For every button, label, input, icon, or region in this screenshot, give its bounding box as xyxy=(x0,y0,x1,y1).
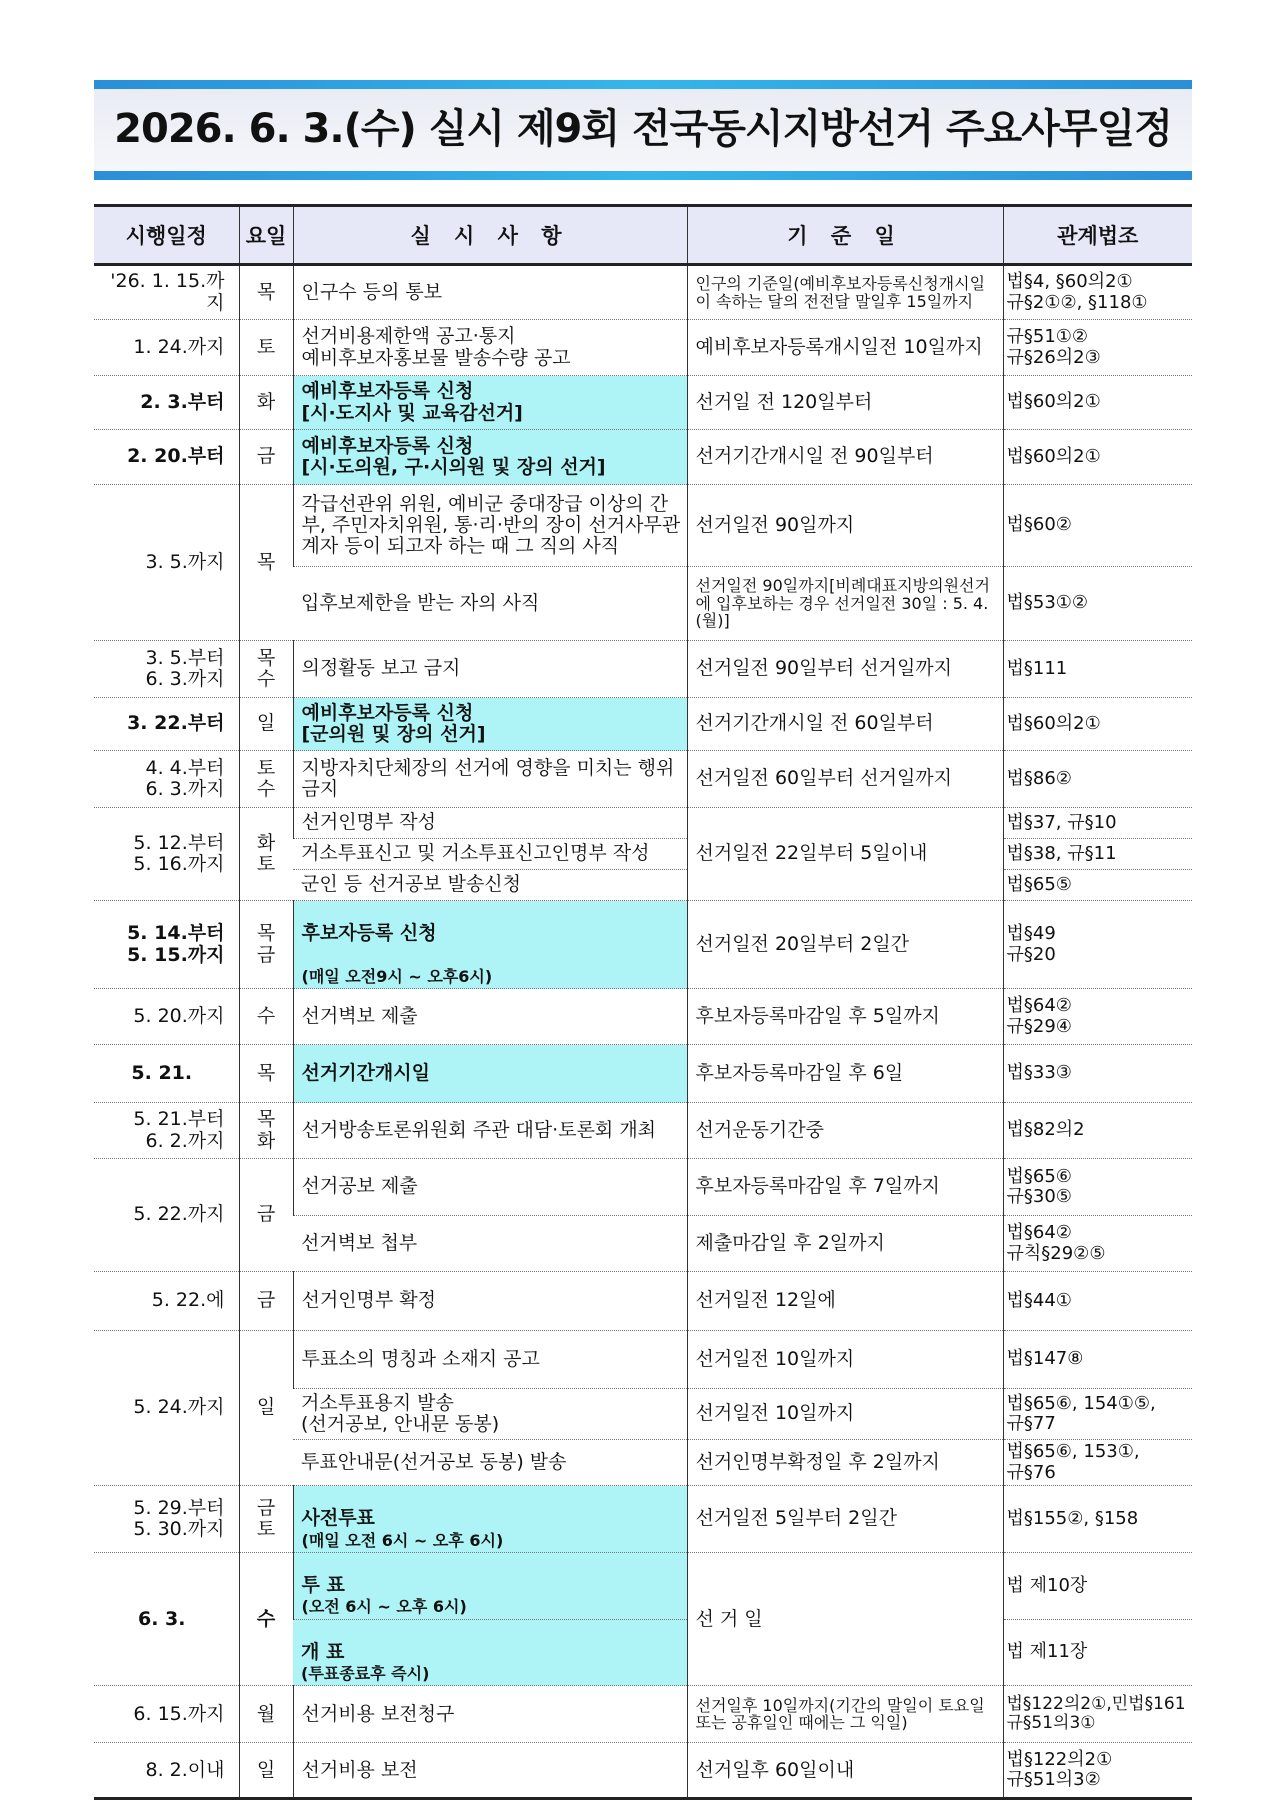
table-row xyxy=(94,1045,1192,1103)
action-cell: 투표소의 명칭과 소재지 공고 xyxy=(293,1331,687,1389)
day-cell: 목 화 xyxy=(239,1103,293,1159)
law-cell: 법§147⑧ xyxy=(1003,1331,1192,1389)
law-cell: 법§60의2① xyxy=(1003,430,1192,485)
table-row xyxy=(94,698,1192,751)
law-cell: 법§65⑥, 153①, 규§76 xyxy=(1003,1440,1192,1486)
action-cell: 투표안내문(선거공보 동봉) 발송 xyxy=(293,1440,687,1486)
standard-cell: 선 거 일 xyxy=(687,1552,1003,1686)
action-main: 후보자등록 신청 xyxy=(301,922,437,945)
table-row xyxy=(94,989,1192,1045)
title-stripe-top xyxy=(94,80,1192,89)
standard-cell: 선거일전 5일부터 2일간 xyxy=(687,1486,1003,1553)
action-cell: 의정활동 보고 금지 xyxy=(293,641,687,698)
date-cell: 6. 3. xyxy=(94,1552,239,1686)
standard-cell: 선거일전 90일부터 선거일까지 xyxy=(687,641,1003,698)
action-cell: 선거방송토론위원회 주관 대담·토론회 개최 xyxy=(293,1103,687,1159)
date-cell: 3. 22.부터 xyxy=(94,698,239,751)
table-row xyxy=(94,751,1192,808)
date-cell: 5. 24.까지 xyxy=(94,1331,239,1486)
date-cell: 5. 12.부터 5. 16.까지 xyxy=(94,808,239,901)
action-cell: 예비후보자등록 신청 [시·도지사 및 교육감선거] xyxy=(293,376,687,430)
action-cell: 거소투표용지 발송 (선거공보, 안내문 동봉) xyxy=(293,1389,687,1440)
day-cell: 목 수 xyxy=(239,641,293,698)
action-main: 투 표 xyxy=(301,1574,345,1597)
table-row xyxy=(94,265,1192,320)
action-cell: 입후보제한을 받는 자의 사직 xyxy=(293,567,687,641)
date-cell: 2. 3.부터 xyxy=(94,376,239,430)
page-title: 2026. 6. 3.(수) 실시 제9회 전국동시지방선거 주요사무일정 xyxy=(114,106,1172,152)
law-cell: 법§64② 규§29④ xyxy=(1003,989,1192,1045)
day-cell: 금 xyxy=(239,430,293,485)
law-cell: 법§155②, §158 xyxy=(1003,1486,1192,1553)
law-cell: 법 제10장 xyxy=(1003,1552,1192,1619)
action-cell: 거소투표신고 및 거소투표신고인명부 작성 xyxy=(293,839,687,870)
law-cell: 법§38, 규§11 xyxy=(1003,839,1192,870)
date-cell: 1. 24.까지 xyxy=(94,320,239,376)
law-cell: 규§51①② 규§26의2③ xyxy=(1003,320,1192,376)
table-row xyxy=(94,1159,1192,1216)
action-cell: 각급선관위 위원, 예비군 중대장급 이상의 간부, 주민자치위원, 통·리·반의 장이 선거사무관계자 등이 되고자 하는 때 그 직의 사직 xyxy=(293,485,687,567)
action-sub: (투표종료후 즉시) xyxy=(301,1664,430,1684)
table-row xyxy=(94,1103,1192,1159)
law-cell: 법§37, 규§10 xyxy=(1003,808,1192,839)
action-cell: 선거비용 보전 xyxy=(293,1743,687,1799)
date-cell: 5. 21.부터 6. 2.까지 xyxy=(94,1103,239,1159)
date-cell: 5. 21. xyxy=(94,1045,239,1103)
day-cell: 토 수 xyxy=(239,751,293,808)
standard-cell: 선거운동기간중 xyxy=(687,1103,1003,1159)
action-cell: 선거기간개시일 xyxy=(293,1045,687,1103)
table-row xyxy=(94,376,1192,430)
day-cell: 일 xyxy=(239,698,293,751)
law-cell: 법§64② 규칙§29②⑤ xyxy=(1003,1216,1192,1272)
table-row xyxy=(94,808,1192,839)
action-cell: 선거벽보 제출 xyxy=(293,989,687,1045)
action-sub: (매일 오전9시 ~ 오후6시) xyxy=(301,966,493,986)
date-cell: 5. 22.까지 xyxy=(94,1159,239,1272)
law-cell: 법§65⑥, 154①⑤, 규§77 xyxy=(1003,1389,1192,1440)
header-date: 시행일정 xyxy=(94,206,239,265)
date-cell: 5. 14.부터 5. 15.까지 xyxy=(94,901,239,989)
table-row xyxy=(94,1686,1192,1743)
day-cell: 화 토 xyxy=(239,808,293,901)
day-cell: 목 xyxy=(239,1045,293,1103)
date-cell: 8. 2.이내 xyxy=(94,1743,239,1799)
day-cell: 일 xyxy=(239,1743,293,1799)
law-cell: 법§60② xyxy=(1003,485,1192,567)
action-cell: 예비후보자등록 신청 [시·도의원, 구·시의원 및 장의 선거] xyxy=(293,430,687,485)
action-cell xyxy=(293,1486,687,1553)
action-cell: 예비후보자등록 신청 [군의원 및 장의 선거] xyxy=(293,698,687,751)
date-cell: 5. 20.까지 xyxy=(94,989,239,1045)
law-cell: 법§65⑤ xyxy=(1003,870,1192,901)
table-row xyxy=(94,430,1192,485)
table-row xyxy=(94,1272,1192,1331)
date-cell: 2. 20.부터 xyxy=(94,430,239,485)
action-cell: 선거인명부 작성 xyxy=(293,808,687,839)
table-row xyxy=(94,901,1192,989)
date-cell: 4. 4.부터 6. 3.까지 xyxy=(94,751,239,808)
date-cell: '26. 1. 15.까지 xyxy=(94,265,239,320)
day-cell: 일 xyxy=(239,1331,293,1486)
standard-cell: 선거기간개시일 전 60일부터 xyxy=(687,698,1003,751)
standard-cell: 예비후보자등록개시일전 10일까지 xyxy=(687,320,1003,376)
table-row xyxy=(94,485,1192,567)
action-cell: 지방자치단체장의 선거에 영향을 미치는 행위 금지 xyxy=(293,751,687,808)
standard-cell: 후보자등록마감일 후 6일 xyxy=(687,1045,1003,1103)
day-cell: 목 금 xyxy=(239,901,293,989)
action-cell: 선거비용제한액 공고·통지 예비후보자홍보물 발송수량 공고 xyxy=(293,320,687,376)
day-cell: 금 토 xyxy=(239,1486,293,1553)
action-cell xyxy=(293,901,687,989)
day-cell: 금 xyxy=(239,1272,293,1331)
header-standard: 기 준 일 xyxy=(687,206,1003,265)
table-row xyxy=(94,641,1192,698)
header-day: 요일 xyxy=(239,206,293,265)
date-cell: 3. 5.부터 6. 3.까지 xyxy=(94,641,239,698)
action-cell: 군인 등 선거공보 발송신청 xyxy=(293,870,687,901)
standard-cell: 선거일전 90일까지[비례대표지방의원선거에 입후보하는 경우 선거일전 30일 : 5. 4.(월)] xyxy=(687,567,1003,641)
table-row xyxy=(94,1331,1192,1389)
table-row xyxy=(94,1486,1192,1553)
law-cell: 법§33③ xyxy=(1003,1045,1192,1103)
day-cell: 목 xyxy=(239,265,293,320)
law-cell: 법§53①② xyxy=(1003,567,1192,641)
action-main: 사전투표 xyxy=(301,1507,375,1530)
day-cell: 수 xyxy=(239,1552,293,1686)
action-main: 개 표 xyxy=(301,1640,345,1663)
header-law: 관계법조 xyxy=(1003,206,1192,265)
table-header-row xyxy=(94,206,1192,265)
law-cell: 법§44① xyxy=(1003,1272,1192,1331)
date-cell: 5. 29.부터 5. 30.까지 xyxy=(94,1486,239,1553)
date-cell: 5. 22.에 xyxy=(94,1272,239,1331)
title-stripe-bottom xyxy=(94,171,1192,180)
day-cell: 수 xyxy=(239,989,293,1045)
standard-cell: 선거일후 10일까지(기간의 말일이 토요일 또는 공휴일인 때에는 그 익일) xyxy=(687,1686,1003,1743)
law-cell: 법§122의2①,민법§161 규§51의3① xyxy=(1003,1686,1192,1743)
day-cell: 화 xyxy=(239,376,293,430)
standard-cell: 선거인명부확정일 후 2일까지 xyxy=(687,1440,1003,1486)
law-cell: 법§49 규§20 xyxy=(1003,901,1192,989)
table-row xyxy=(94,320,1192,376)
standard-cell: 선거일전 22일부터 5일이내 xyxy=(687,808,1003,901)
law-cell: 법§60의2① xyxy=(1003,376,1192,430)
standard-cell: 선거일전 10일까지 xyxy=(687,1331,1003,1389)
title-banner xyxy=(94,80,1192,180)
standard-cell: 후보자등록마감일 후 7일까지 xyxy=(687,1159,1003,1216)
law-cell: 법§65⑥ 규§30⑤ xyxy=(1003,1159,1192,1216)
law-cell: 법§4, §60의2① 규§2①②, §118① xyxy=(1003,265,1192,320)
action-cell xyxy=(293,1552,687,1619)
law-cell: 법§60의2① xyxy=(1003,698,1192,751)
law-cell: 법§82의2 xyxy=(1003,1103,1192,1159)
action-cell: 인구수 등의 통보 xyxy=(293,265,687,320)
action-sub: (매일 오전 6시 ~ 오후 6시) xyxy=(301,1530,504,1550)
standard-cell: 선거일 전 120일부터 xyxy=(687,376,1003,430)
action-cell: 선거벽보 첩부 xyxy=(293,1216,687,1272)
action-cell: 선거비용 보전청구 xyxy=(293,1686,687,1743)
day-cell: 월 xyxy=(239,1686,293,1743)
law-cell: 법§122의2① 규§51의3② xyxy=(1003,1743,1192,1799)
day-cell: 금 xyxy=(239,1159,293,1272)
standard-cell: 선거일전 90일까지 xyxy=(687,485,1003,567)
schedule-table xyxy=(94,204,1192,1800)
standard-cell: 선거일전 12일에 xyxy=(687,1272,1003,1331)
table-row xyxy=(94,1552,1192,1619)
action-cell: 선거인명부 확정 xyxy=(293,1272,687,1331)
date-cell: 6. 15.까지 xyxy=(94,1686,239,1743)
table-row xyxy=(94,1743,1192,1799)
action-sub: (오전 6시 ~ 오후 6시) xyxy=(301,1597,467,1617)
action-cell: 선거공보 제출 xyxy=(293,1159,687,1216)
standard-cell: 선거기간개시일 전 90일부터 xyxy=(687,430,1003,485)
standard-cell: 후보자등록마감일 후 5일까지 xyxy=(687,989,1003,1045)
standard-cell: 제출마감일 후 2일까지 xyxy=(687,1216,1003,1272)
law-cell: 법 제11장 xyxy=(1003,1619,1192,1686)
law-cell: 법§86② xyxy=(1003,751,1192,808)
standard-cell: 선거일후 60일이내 xyxy=(687,1743,1003,1799)
standard-cell: 선거일전 60일부터 선거일까지 xyxy=(687,751,1003,808)
day-cell: 목 xyxy=(239,485,293,641)
day-cell: 토 xyxy=(239,320,293,376)
law-cell: 법§111 xyxy=(1003,641,1192,698)
standard-cell: 인구의 기준일(예비후보자등록신청개시일이 속하는 달의 전전달 말일후 15일까지 xyxy=(687,265,1003,320)
header-action: 실 시 사 항 xyxy=(293,206,687,265)
date-cell: 3. 5.까지 xyxy=(94,485,239,641)
action-cell xyxy=(293,1619,687,1686)
standard-cell: 선거일전 10일까지 xyxy=(687,1389,1003,1440)
standard-cell: 선거일전 20일부터 2일간 xyxy=(687,901,1003,989)
